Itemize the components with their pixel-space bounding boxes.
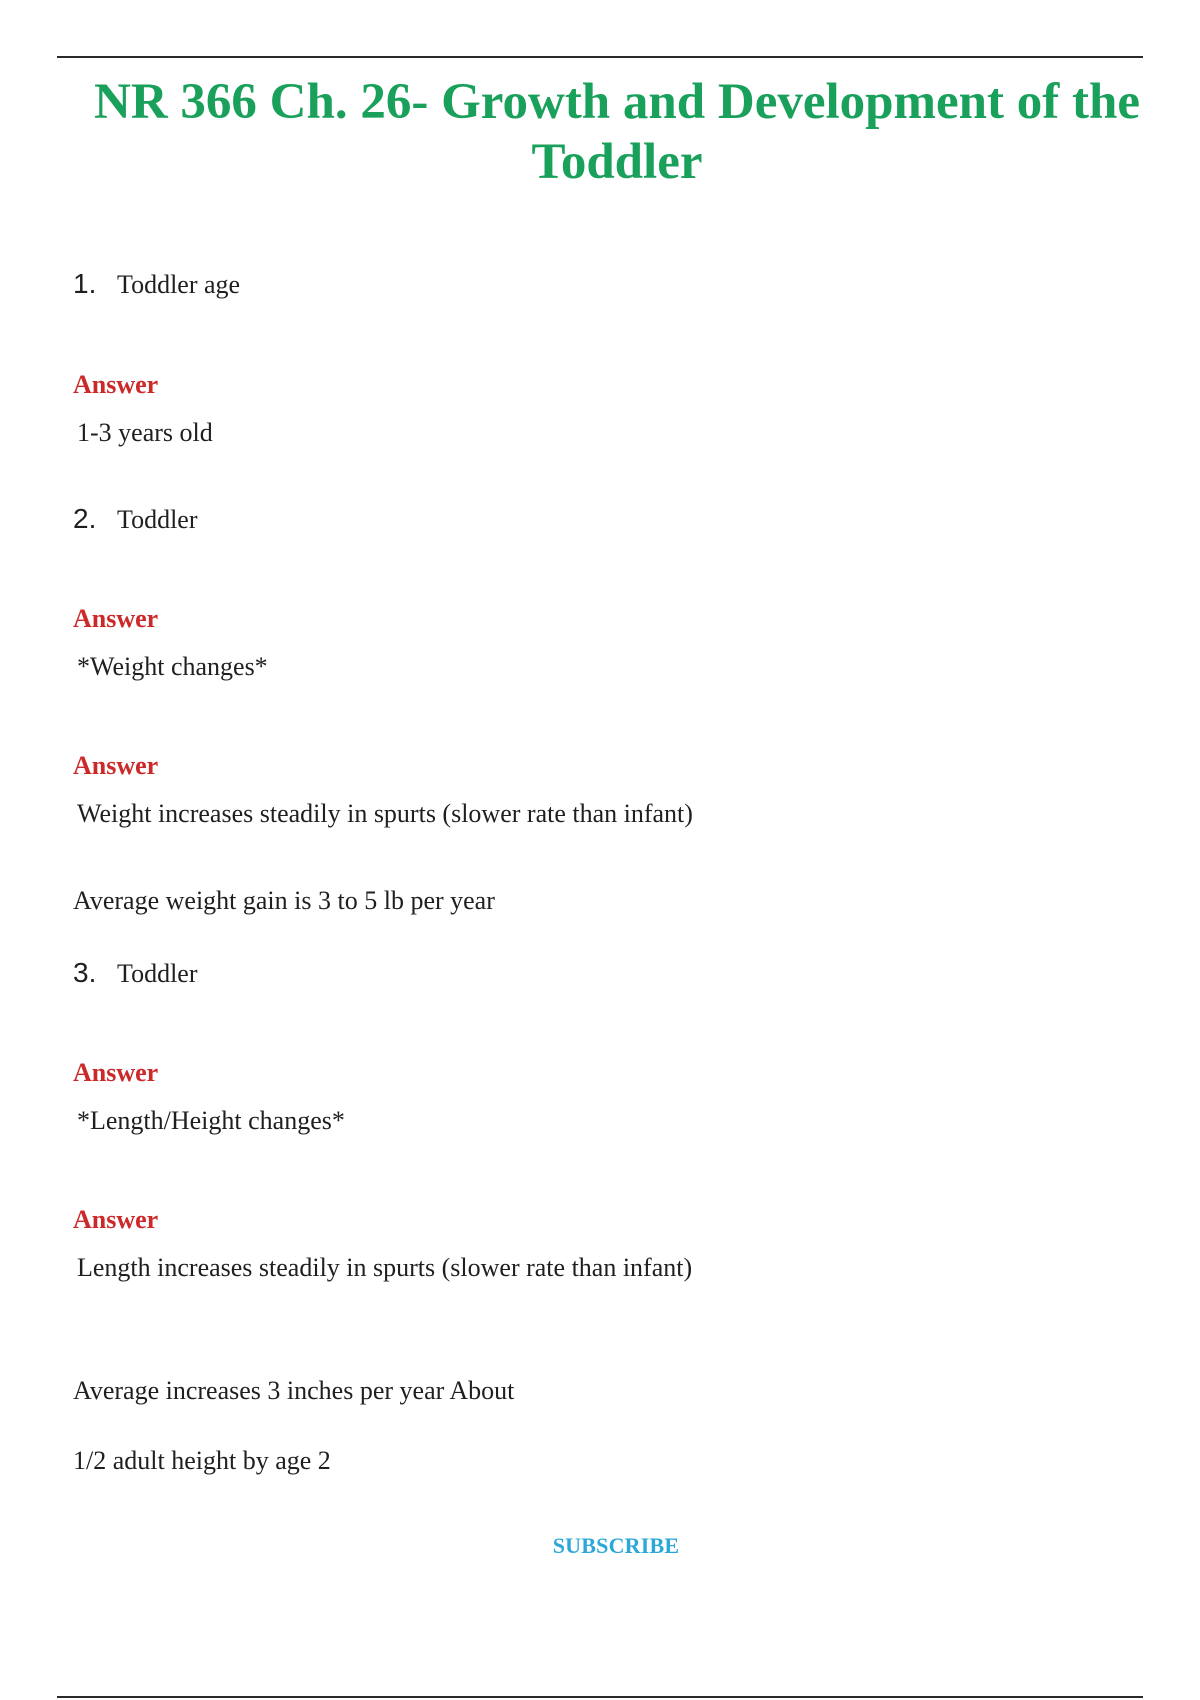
answer-text: Weight increases steadily in spurts (slower rate than infant)	[77, 799, 693, 828]
answer-text: Length increases steadily in spurts (slower rate than infant)	[77, 1253, 693, 1282]
answer-label: Answer	[73, 1205, 159, 1234]
question-1	[73, 268, 240, 301]
note-text: Average weight gain is 3 to 5 lb per year	[73, 886, 495, 915]
note-text: 1/2 adult height by age 2	[73, 1446, 331, 1475]
answer-label: Answer	[73, 604, 159, 633]
answer-text: *Weight changes*	[77, 652, 268, 681]
subscribe-link[interactable]: SUBSCRIBE	[552, 1533, 680, 1558]
answer-label: Answer	[73, 1058, 159, 1087]
question-number: 2.	[73, 503, 97, 534]
top-divider	[57, 56, 1143, 58]
answer-text: *Length/Height changes*	[77, 1106, 345, 1135]
page-title: NR 366 Ch. 26- Growth and Development of the Toddler	[94, 74, 1140, 190]
question-number: 1.	[73, 268, 97, 299]
answer-text: 1-3 years old	[77, 418, 213, 447]
question-2	[73, 503, 198, 536]
question-3	[73, 957, 198, 990]
note-text: Average increases 3 inches per year About	[73, 1376, 515, 1405]
answer-label: Answer	[73, 751, 159, 780]
question-number: 3.	[73, 957, 97, 988]
answer-label: Answer	[73, 370, 159, 399]
question-text: Toddler	[117, 505, 198, 534]
question-text: Toddler	[117, 959, 198, 988]
question-text: Toddler age	[117, 270, 241, 299]
bottom-divider	[57, 1696, 1143, 1698]
